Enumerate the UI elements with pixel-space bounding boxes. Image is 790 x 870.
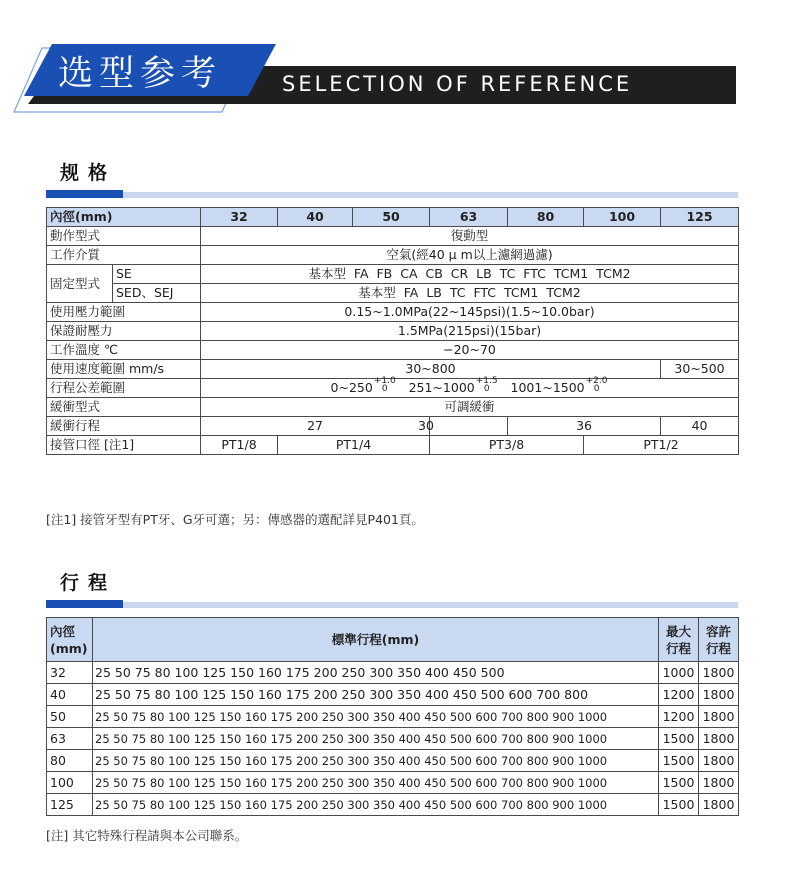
stroke-list: 25 50 75 80 100 125 150 160 175 200 250 300 350 400 450 500 — [93, 662, 659, 684]
row-temperature — [47, 341, 739, 360]
row-proof-pressure — [47, 322, 739, 341]
tol-range-1: 0~250 — [330, 380, 373, 395]
medium-label: 工作介質 — [47, 246, 201, 265]
bore-40: 40 — [278, 208, 353, 227]
stroke-allow: 1800 — [699, 772, 739, 794]
stroke-max: 1500 — [659, 728, 699, 750]
stroke-allow: 1800 — [699, 750, 739, 772]
bore-125: 125 — [661, 208, 739, 227]
stroke-list: 25 50 75 80 100 125 150 160 175 200 250 300 350 400 450 500 600 700 800 900 1000 — [93, 794, 659, 816]
tol-1 — [374, 377, 396, 393]
proof-pressure-value: 1.5MPa(215psi)(15bar) — [201, 322, 739, 341]
bore-50: 50 — [353, 208, 430, 227]
tol-1-up: +1.0 — [373, 375, 396, 386]
speed-value-125: 30~500 — [661, 360, 739, 379]
tol-2 — [476, 377, 498, 393]
stroke-allow: 1800 — [699, 662, 739, 684]
spec-section-heading — [46, 160, 738, 198]
tol-2-down: 0 — [483, 383, 490, 394]
stroke-list: 25 50 75 80 100 125 150 160 175 200 250 300 350 400 450 500 600 700 800 900 1000 — [93, 706, 659, 728]
tol-3-up: +2.0 — [585, 375, 608, 386]
stroke-max-header-1: 最大 — [665, 623, 691, 639]
row-mount-se — [47, 265, 739, 284]
stroke-row — [47, 772, 739, 794]
stroke-allow: 1800 — [699, 794, 739, 816]
stroke-allow: 1800 — [699, 728, 739, 750]
cushion-stroke-32-50: 27 — [201, 417, 430, 436]
pressure-value: 0.15~1.0MPa(22~145psi)(1.5~10.0bar) — [201, 303, 739, 322]
cushion-stroke-label: 緩衝行程 — [47, 417, 201, 436]
stroke-allow: 1800 — [699, 706, 739, 728]
cushion-stroke-125: 40 — [661, 417, 739, 436]
mount-sed-value: 基本型 FA LB TC FTC TCM1 TCM2 — [201, 284, 739, 303]
stroke-title: 行程 — [60, 572, 117, 594]
row-cushion-stroke — [47, 417, 739, 436]
speed-value-main: 30~800 — [201, 360, 661, 379]
stroke-list: 25 50 75 80 100 125 150 160 175 200 250 300 350 400 450 500 600 700 800 900 1000 — [93, 750, 659, 772]
cushion-type-label: 緩衝型式 — [47, 398, 201, 417]
cushion-stroke-80-100: 36 — [508, 417, 661, 436]
stroke-bore: 63 — [47, 728, 93, 750]
stroke-bore: 32 — [47, 662, 93, 684]
stroke-row — [47, 750, 739, 772]
stroke-max: 1500 — [659, 750, 699, 772]
stroke-max: 1500 — [659, 794, 699, 816]
stroke-row — [47, 706, 739, 728]
row-stroke-tolerance — [47, 379, 739, 398]
mount-se-value: 基本型 FA FB CA CB CR LB TC FTC TCM1 TCM2 — [201, 265, 739, 284]
pressure-label: 使用壓力範圍 — [47, 303, 201, 322]
stroke-allow: 1800 — [699, 684, 739, 706]
spec-table — [46, 207, 739, 455]
stroke-allow-header-2: 行程 — [705, 640, 731, 656]
stroke-row — [47, 728, 739, 750]
row-port — [47, 436, 739, 455]
stroke-header-row — [47, 618, 739, 662]
bore-header: 內徑(mm) — [47, 208, 201, 227]
bore-80: 80 — [508, 208, 584, 227]
stroke-max: 1000 — [659, 662, 699, 684]
stroke-max-header — [659, 618, 699, 662]
tol-1-down: 0 — [381, 383, 388, 394]
port-100-125: PT1/2 — [584, 436, 739, 455]
port-40-50: PT1/4 — [278, 436, 430, 455]
stroke-list: 25 50 75 80 100 125 150 160 175 200 250 300 350 400 450 500 600 700 800 900 1000 — [93, 772, 659, 794]
port-63-80: PT3/8 — [430, 436, 584, 455]
port-label: 接管口徑 [注1] — [47, 436, 201, 455]
stroke-section-heading — [46, 570, 738, 608]
stroke-bore: 125 — [47, 794, 93, 816]
stroke-max-header-2: 行程 — [665, 640, 691, 656]
stroke-list: 25 50 75 80 100 125 150 160 175 200 250 300 350 400 450 500 600 700 800 900 1000 — [93, 728, 659, 750]
mount-type-label: 固定型式 — [47, 265, 113, 303]
temperature-label: 工作溫度 ℃ — [47, 341, 201, 360]
stroke-bore-header — [47, 618, 93, 662]
stroke-max: 1500 — [659, 772, 699, 794]
stroke-bore-header-2: (mm) — [50, 640, 88, 656]
tol-range-2: 251~1000 — [408, 380, 475, 395]
stroke-tolerance-value — [201, 375, 739, 398]
stroke-max: 1200 — [659, 684, 699, 706]
port-32: PT1/8 — [201, 436, 278, 455]
mount-sed-label: SED、SEJ — [113, 284, 201, 303]
tol-3 — [586, 377, 608, 393]
stroke-standard-header: 標準行程(mm) — [93, 618, 659, 662]
bore-32: 32 — [201, 208, 278, 227]
bore-63: 63 — [430, 208, 508, 227]
row-cushion-type — [47, 398, 739, 417]
stroke-bore: 50 — [47, 706, 93, 728]
header-title-en: SELECTION OF REFERENCE — [282, 72, 633, 96]
spec-note: [注1] 接管牙型有PT牙、G牙可選；另：傳感器的選配詳見P401頁。 — [46, 512, 424, 527]
temperature-value: −20~70 — [201, 341, 739, 360]
stroke-note: [注] 其它特殊行程請與本公司聯系。 — [46, 828, 248, 843]
stroke-table — [46, 617, 739, 816]
row-action-type — [47, 227, 739, 246]
row-pressure — [47, 303, 739, 322]
tol-2-up: +1.5 — [475, 375, 498, 386]
stroke-allow-header — [699, 618, 739, 662]
row-mount-sed — [47, 284, 739, 303]
stroke-row — [47, 684, 739, 706]
header-banner — [0, 0, 790, 130]
speed-label: 使用速度範圍 mm/s — [47, 360, 201, 379]
action-type-value: 復動型 — [201, 227, 739, 246]
header-title-cn: 选型参考 — [58, 54, 223, 94]
bore-100: 100 — [584, 208, 661, 227]
medium-value: 空氣(經40 μ m以上濾網過濾) — [201, 246, 739, 265]
proof-pressure-label: 保證耐壓力 — [47, 322, 201, 341]
stroke-bore: 80 — [47, 750, 93, 772]
stroke-bore-header-1: 內徑 — [50, 623, 76, 639]
mount-se-label: SE — [113, 265, 201, 284]
stroke-list: 25 50 75 80 100 125 150 160 175 200 250 300 350 400 450 500 600 700 800 — [93, 684, 659, 706]
stroke-row — [47, 794, 739, 816]
spec-header-row — [47, 208, 739, 227]
stroke-row — [47, 662, 739, 684]
cushion-stroke-63: 30 — [430, 417, 508, 436]
tol-range-3: 1001~1500 — [510, 380, 585, 395]
stroke-tolerance-label: 行程公差範圍 — [47, 379, 201, 398]
stroke-title-underline — [46, 600, 738, 608]
spec-title: 规格 — [60, 162, 117, 184]
tol-3-down: 0 — [593, 383, 600, 394]
stroke-bore: 40 — [47, 684, 93, 706]
stroke-allow-header-1: 容許 — [705, 623, 731, 639]
stroke-max: 1200 — [659, 706, 699, 728]
action-type-label: 動作型式 — [47, 227, 201, 246]
row-medium — [47, 246, 739, 265]
stroke-bore: 100 — [47, 772, 93, 794]
spec-title-underline — [46, 190, 738, 198]
cushion-type-value: 可調緩衝 — [201, 398, 739, 417]
